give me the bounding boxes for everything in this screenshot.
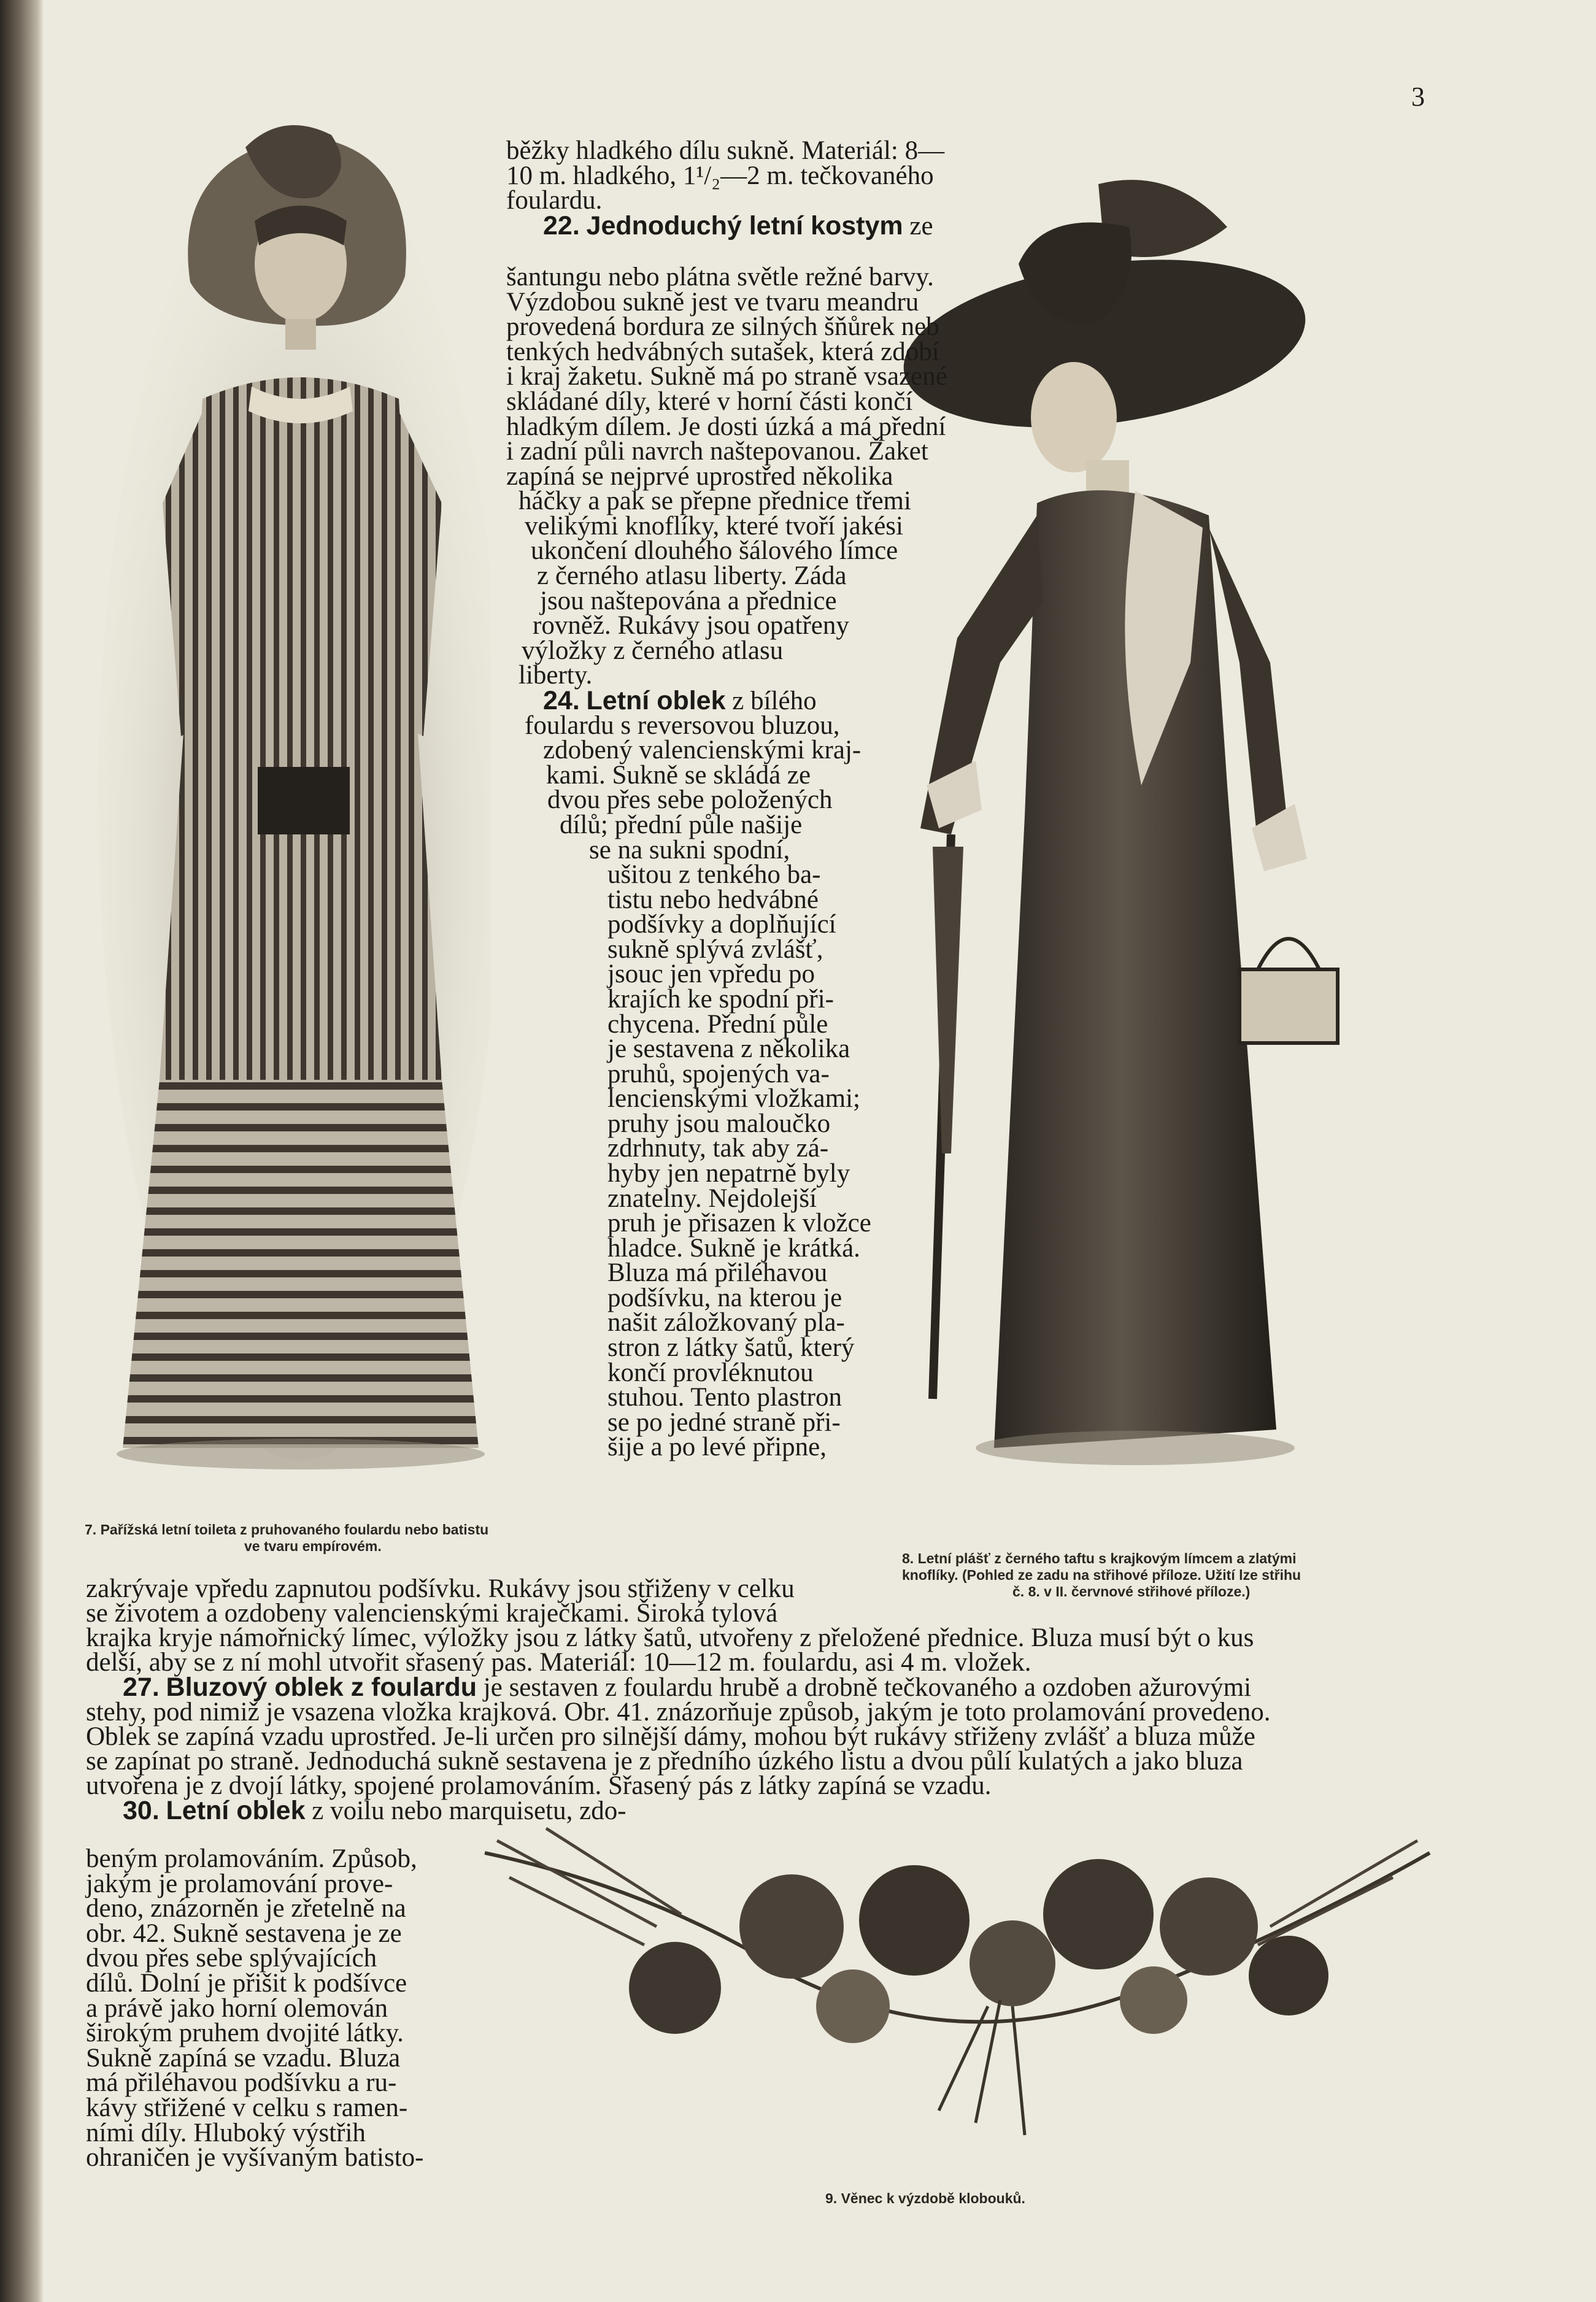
s24-line-3: kami. Sukně se skládá ze [546, 761, 811, 790]
s24-line-25: našit záložkovaný pla- [607, 1308, 845, 1337]
s22-line-9: zapíná se nejprvé uprostřed několika [506, 462, 893, 491]
figure-8-illustration [884, 172, 1387, 1509]
s22-line-7: hladkým dílem. Je dosti úzká a má přední [506, 412, 946, 441]
s30-line-2: jakým je prolamování prove- [86, 1869, 393, 1898]
s30-line-6: dílů. Dolní je přišit k podšívce [86, 1968, 407, 1998]
s22-line-15: rovněž. Rukávy jsou opatřeny [533, 611, 849, 640]
s24-line-13: chycena. Přední půle [607, 1010, 828, 1039]
figure-9-wreath-illustration [472, 1804, 1442, 2147]
s30-line-12: ními díly. Hluboký výstřih [86, 2118, 366, 2147]
s22-line-8: i zadní půli navrch naštepovanou. Žaket [506, 437, 928, 466]
s27-line-2: Oblek se zapíná vzadu uprostřed. Je-li určen pro silnější dámy, mohou být rukávy střiženy zvlášť a bluza může [86, 1722, 1255, 1751]
s24-line-7: ušitou z tenkého ba- [607, 860, 821, 889]
full-line-3: krajka kryje námořnický límec, výložky jsou z látky šatů, utvořeny z přeložené přednice. Bluza musí být o kus [86, 1623, 1254, 1652]
s22-line-16: výložky z černého atlasu [522, 636, 784, 665]
s30-line-13: ohraničen je vyšívaným batisto- [86, 2143, 424, 2173]
s24-line-26: stron z látky šatů, který [607, 1333, 855, 1362]
s30-line-7: a právě jako horní olemován [86, 1993, 388, 2023]
article-column-upper [506, 136, 1009, 241]
s24-line-19: hyby jen nepatrně byly [607, 1159, 850, 1188]
s22-line-12: ukončení dlouhého šálového límce [531, 536, 898, 565]
full-line-1: zakrývaje vpředu zapnutou podšívku. Rukávy jsou střiženy v celku [86, 1574, 795, 1603]
s24-line-1: foulardu s reversovou bluzou, [525, 711, 840, 740]
intro-line-3: foulardu. [506, 186, 603, 215]
figure-7-caption: 7. Pařížská letní toileta z pruhovaného foulardu nebo batistu ve tvaru empírovém. [85, 1522, 489, 1554]
s22-line-5: i kraj žaketu. Sukně má po straně vsazené [506, 362, 947, 391]
s24-line-28: stuhou. Tento plastron [607, 1383, 842, 1412]
s22-line-17: liberty. [519, 661, 593, 690]
s24-line-21: pruh je přisazen k vložce [607, 1209, 871, 1238]
s24-line-10: sukně splývá zvlášť, [607, 935, 823, 964]
s27-line-1: stehy, pod nimiž je vsazena vložka krajková. Obr. 41. znázorňuje způsob, jakým je toto prolamování provedeno. [86, 1698, 1271, 1726]
s24-line-18: zdrhnuty, tak aby zá- [607, 1134, 829, 1163]
s24-line-15: pruhů, spojených va- [607, 1060, 830, 1088]
s24-line-8: tistu nebo hedvábné [607, 885, 819, 914]
s24-line-22: hladce. Sukně je krátká. [607, 1234, 860, 1263]
intro-line-2: 10 m. hladkého, 1¹/₂—2 m. tečkovaného [506, 161, 934, 190]
s24-line-30: šije a po levé připne, [607, 1433, 827, 1461]
s24-line-11: jsouc jen vpředu po [607, 960, 815, 988]
s30-line-11: kávy střižené v celku s ramen- [86, 2093, 408, 2122]
s24-line-4: dvou přes sebe položených [547, 785, 833, 814]
section-27-heading: 27. Bluzový oblek z foulardu je sestaven z foulardu hrubě a drobně tečkovaného a ozdoben ažurovými [123, 1673, 1252, 1702]
s24-line-16: lencienskými vložkami; [607, 1084, 860, 1113]
figure-8-caption: 8. Letní plášť z černého taftu s krajkovým límcem a zlatými knoflíky. (Pohled ze zadu na střihové příloze. Užití lze střihu č. 8. v II. červnové střihové příloze.) [902, 1550, 1301, 1599]
s24-line-23: Bluza má přiléhavou [607, 1258, 828, 1287]
s24-line-27: končí provléknutou [607, 1358, 814, 1387]
s24-line-20: znatelny. Nejdolejší [607, 1184, 817, 1213]
s22-line-3: provedená bordura ze silných šňůrek neb [506, 312, 939, 341]
section-22-heading: 22. Jednoduchý letní kostym ze [543, 210, 933, 241]
full-line-4: delší, aby se z ní mohl utvořit sřasený pas. Materiál: 10—12 m. foulardu, asi 4 m. vložek. [86, 1648, 1031, 1677]
s22-line-13: z černého atlasu liberty. Záda [537, 561, 847, 590]
s30-line-9: Sukně zapíná se vzadu. Bluza [86, 2043, 401, 2073]
s22-line-4: tenkých hedvábných sutašek, která zdobí [506, 337, 939, 366]
full-line-2: se životem a ozdobeny valencienskými kraječkami. Široká tylová [86, 1599, 778, 1628]
s24-line-29: se po jedné straně při- [607, 1408, 841, 1437]
section-24-heading: 24. Letní oblek z bílého [543, 686, 817, 715]
s24-line-12: krajích ke spodní při- [607, 985, 834, 1014]
s30-line-4: obr. 42. Sukně sestavena je ze [86, 1919, 402, 1948]
s30-line-1: beným prolamováním. Způsob, [86, 1844, 417, 1873]
s22-line-14: jsou naštepována a přednice [540, 587, 837, 615]
s30-line-3: deno, znázorněn je zřetelně na [86, 1894, 406, 1923]
s22-line-1: šantungu nebo plátna světle režné barvy. [506, 263, 934, 291]
s24-line-5: dílů; přední půle našije [560, 810, 803, 839]
section-30-heading: 30. Letní oblek z voilu nebo marquisetu, zdo- [123, 1796, 626, 1825]
s27-line-4: utvořena je z dvojí látky, spojené prolamováním. Sřasený pás z látky zapíná se vzadu. [86, 1771, 992, 1800]
figure-9-caption: 9. Věnec k výzdobě klobouků. [825, 2190, 1025, 2206]
s24-line-2: zdobený valencienskými kraj- [543, 736, 862, 764]
s27-line-3: se zapínat po straně. Jednoduchá sukně sestavena je z předního úzkého listu a dvou půlí kulatých a jako bluza [86, 1747, 1243, 1776]
book-binding-shadow [0, 0, 43, 2302]
s24-line-6: se na sukni spodní, [589, 836, 790, 864]
s22-line-11: velikými knoflíky, které tvoří jakési [525, 512, 903, 541]
s22-line-10: háčky a pak se přepne přednice třemi [519, 487, 911, 515]
s24-line-24: podšívku, na kterou je [607, 1284, 842, 1312]
s24-line-17: pruhy jsou maloučko [607, 1109, 831, 1138]
figure-7-illustration [98, 123, 491, 1485]
section-30-column [86, 1844, 448, 2173]
s24-line-9: podšívky a doplňující [607, 910, 836, 939]
page-number: 3 [1411, 82, 1425, 112]
s22-line-6: skládané díly, které v horní části končí [506, 387, 913, 416]
s24-line-14: je sestavena z několika [607, 1034, 850, 1063]
s30-line-5: dvou přes sebe splývajících [86, 1944, 377, 1973]
intro-line-1: běžky hladkého dílu sukně. Materiál: 8— [506, 136, 945, 165]
s30-line-8: širokým pruhem dvojité látky. [86, 2019, 404, 2048]
s30-line-10: má přiléhavou podšívku a ru- [86, 2068, 397, 2098]
s22-line-2: Výzdobou sukně jest ve tvaru meandru [506, 288, 919, 317]
